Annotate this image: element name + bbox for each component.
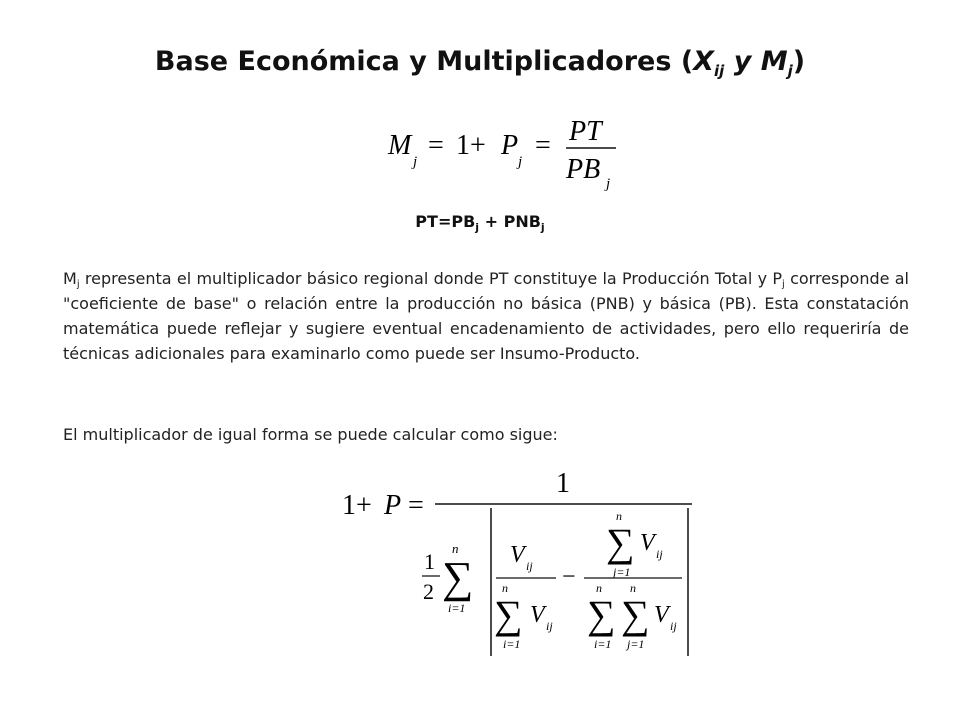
svg-text:ij: ij <box>546 619 553 633</box>
svg-text:i=1: i=1 <box>448 601 466 615</box>
svg-text:n: n <box>502 581 508 595</box>
calculation-intro: El multiplicador de igual forma se puede calcular como sigue: <box>63 425 558 444</box>
explanation-paragraph: $M_j$ representa el multiplicador básico regional donde PT constituye la Producción Total y $P_j$ corresponde al "coeficiente de base" o relación entre la producción no básica (PNB) y básica (PB). Esta constatación matemática puede reflejar y sugiere eventual encadenamiento de actividades, pero ello requeriría de técnicas adicionales para examinarlo como puede ser Insumo-Producto. <box>63 269 910 363</box>
svg-text:2: 2 <box>423 579 434 604</box>
formula-m-sub: j <box>413 154 418 170</box>
svg-text:1: 1 <box>556 468 570 499</box>
formula-den-sub: j <box>606 176 611 192</box>
formula-eq1: = <box>428 130 444 161</box>
svg-text:ij: ij <box>670 619 677 633</box>
svg-text:n: n <box>596 581 602 595</box>
svg-text:=: = <box>408 490 424 521</box>
svg-text:j=1: j=1 <box>627 637 645 651</box>
formula-eq2: = <box>535 130 551 161</box>
svg-text:∑: ∑ <box>494 592 523 637</box>
svg-text:−: − <box>562 564 576 590</box>
svg-text:n: n <box>630 581 636 595</box>
svg-text:V: V <box>510 542 525 568</box>
svg-text:P: P <box>384 490 402 521</box>
svg-text:i=1: i=1 <box>503 637 521 651</box>
svg-text:V: V <box>654 602 669 628</box>
svg-text:V: V <box>530 602 545 628</box>
formula-p-sub: j <box>518 154 523 170</box>
pt-equation: $PT=PB_j + PNB_j$ <box>415 212 545 234</box>
formula-one-plus: 1+ <box>456 130 486 161</box>
sum-symbol: ∑ <box>442 553 474 602</box>
svg-text:1: 1 <box>424 549 435 574</box>
slide-title: Base Económica y Multiplicadores ($X_{ij}$ y $M_j$) <box>154 46 806 80</box>
alternative-multiplier-formula <box>330 466 700 662</box>
svg-text:∑: ∑ <box>621 592 650 637</box>
multiplier-formula <box>380 112 640 192</box>
svg-text:n: n <box>616 509 622 523</box>
svg-text:∑: ∑ <box>587 592 616 637</box>
formula-num: PT <box>569 116 602 147</box>
svg-text:j=1: j=1 <box>613 565 631 579</box>
formula-p: P <box>501 130 519 161</box>
svg-text:i=1: i=1 <box>594 637 612 651</box>
svg-text:ij: ij <box>656 547 663 561</box>
svg-text:∑: ∑ <box>606 520 635 565</box>
svg-text:1+: 1+ <box>342 490 372 521</box>
svg-text:ij: ij <box>526 559 533 573</box>
formula-m: M <box>388 130 412 161</box>
svg-text:V: V <box>640 530 655 556</box>
svg-text:n: n <box>452 541 459 556</box>
formula-den: PB <box>566 154 601 185</box>
